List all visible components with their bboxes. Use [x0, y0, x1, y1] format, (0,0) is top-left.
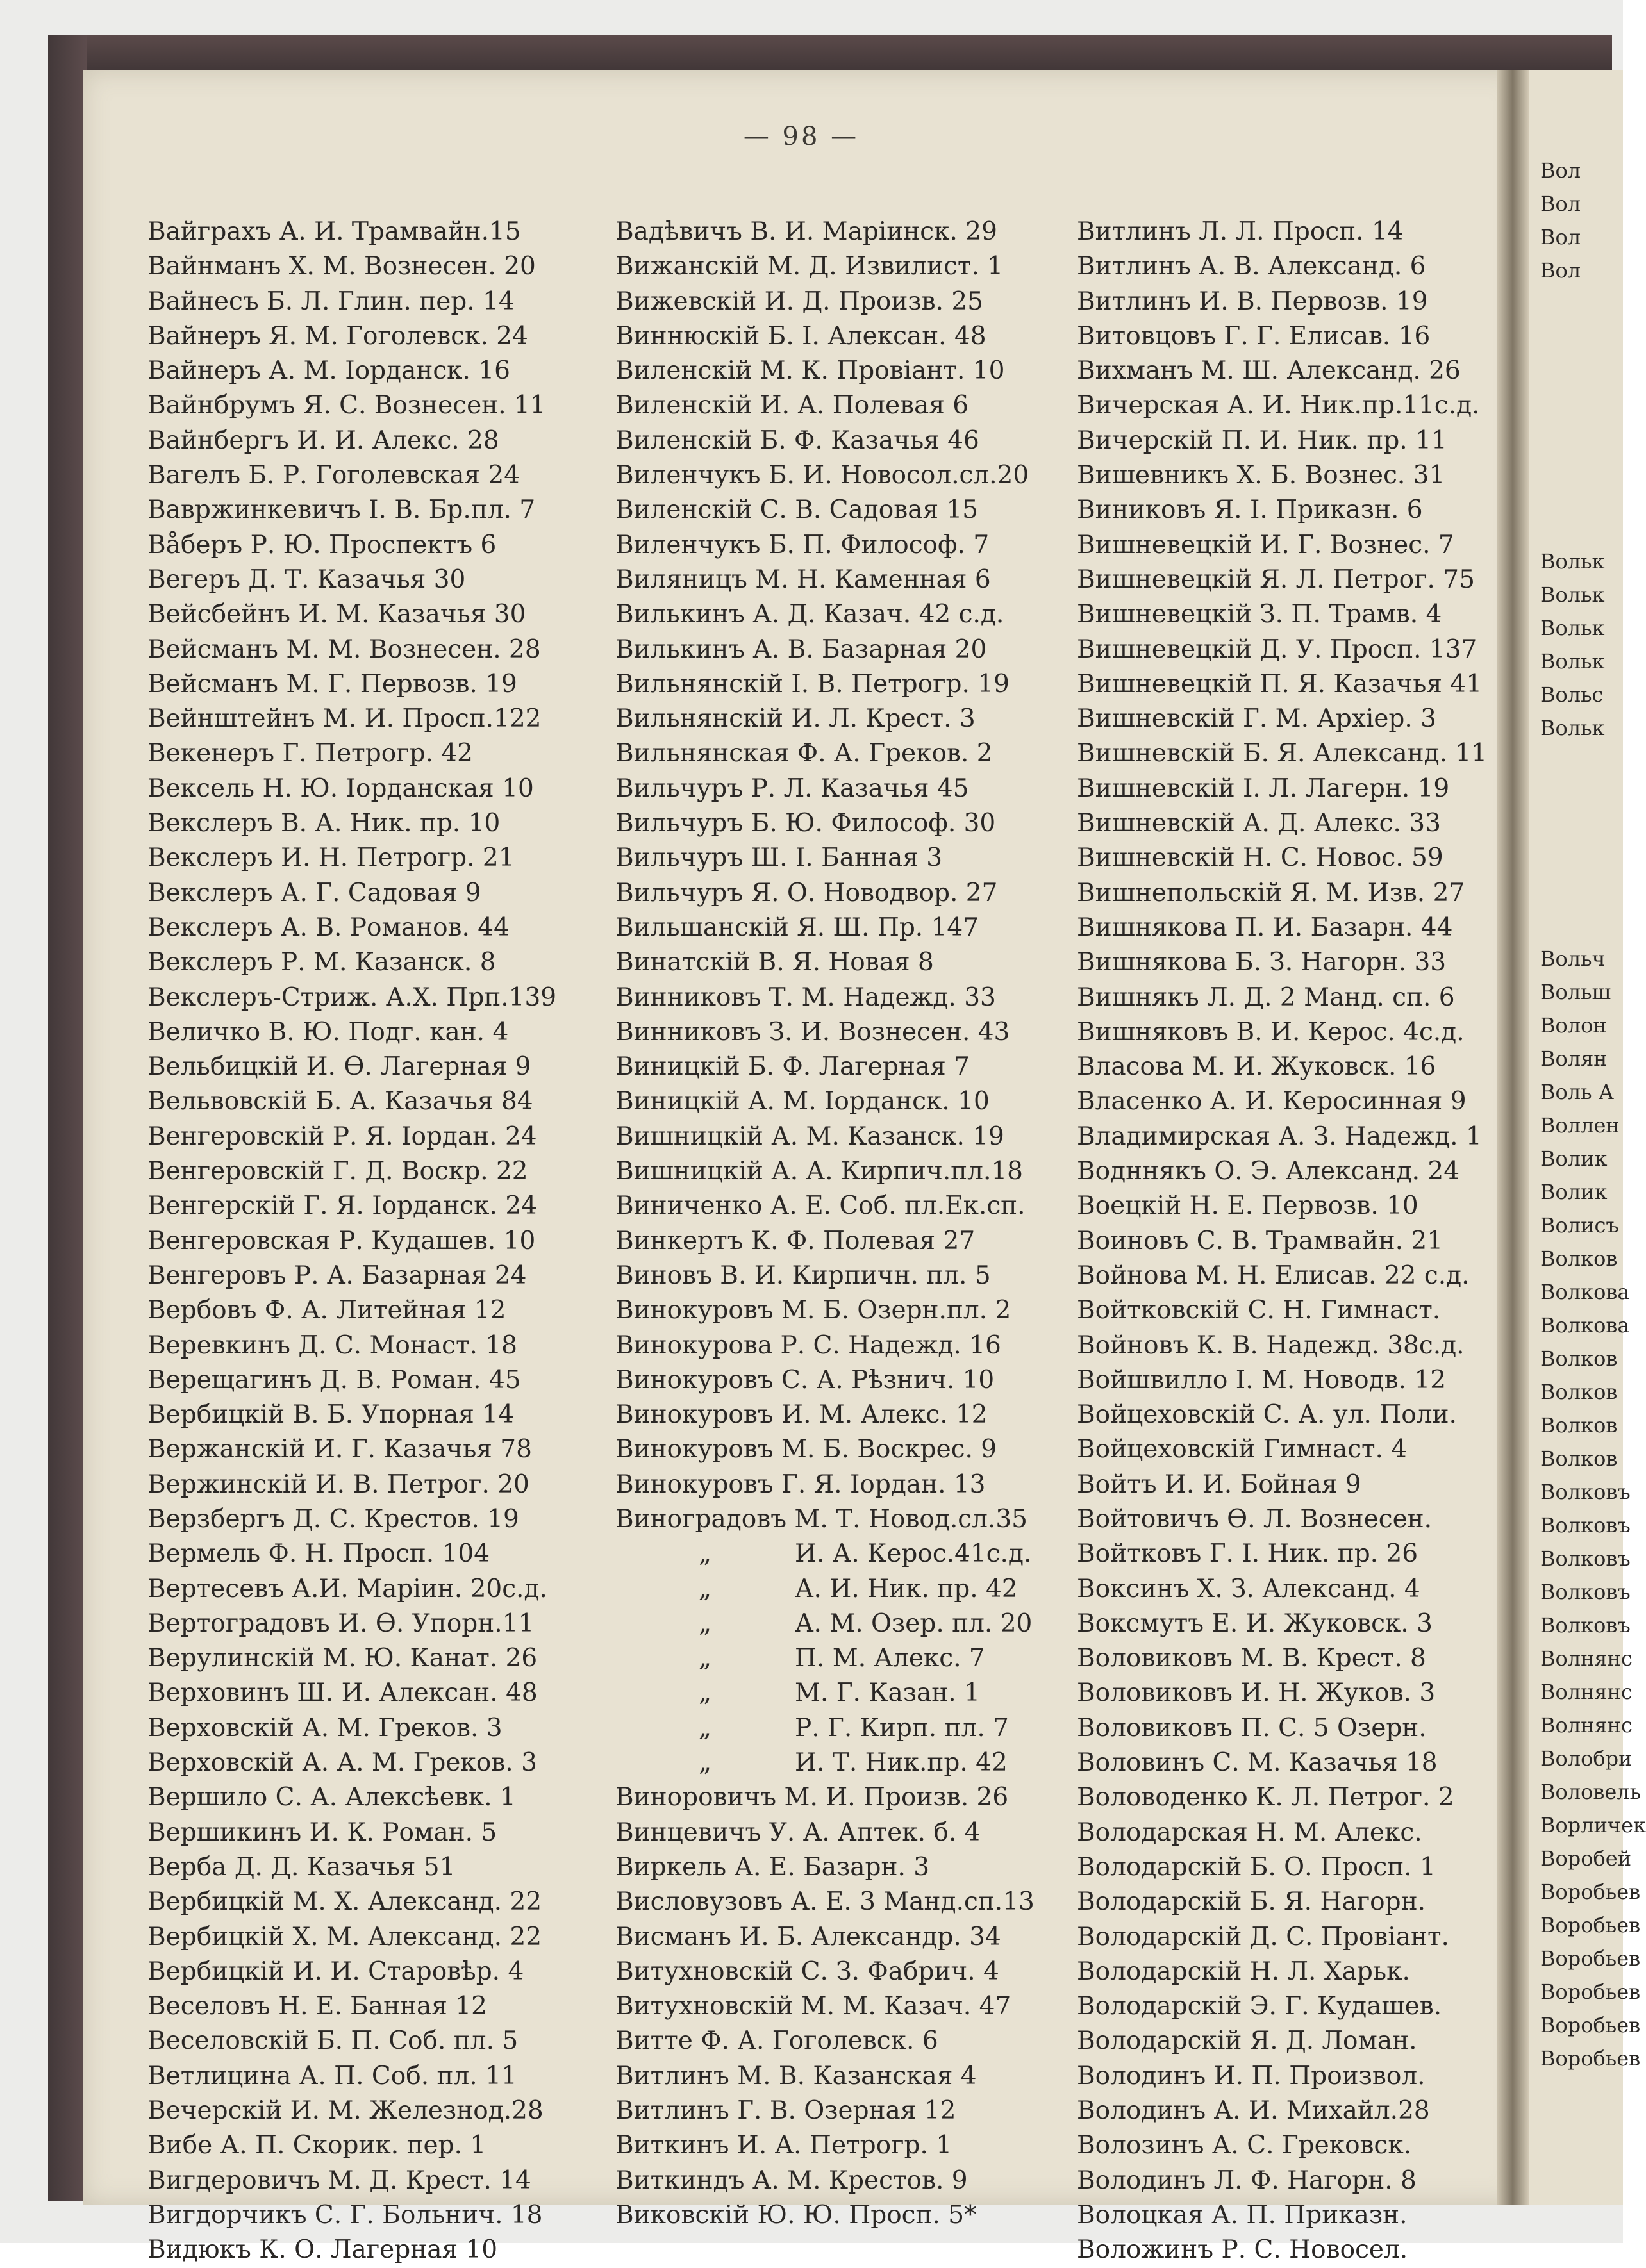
next-page-fragment: Вольч — [1540, 947, 1606, 971]
directory-entry: Володарскій Я. Д. Ломан. — [1077, 2026, 1417, 2056]
directory-entry: Вишневскій Н. С. Новос. 59 — [1077, 843, 1443, 873]
directory-entry: Виновъ В. И. Кирпичн. пл. 5 — [615, 1261, 991, 1290]
next-page-fragment: Воробьев — [1540, 1946, 1641, 1971]
directory-entry: „ И. Т. Ник.пр. 42 — [615, 1746, 1102, 1780]
directory-entry: Витлинъ Л. Л. Просп. 14 — [1077, 217, 1404, 246]
next-page-fragment: Вольс — [1540, 683, 1604, 707]
directory-entry: Вексель Н. Ю. Іорданская 10 — [147, 774, 534, 803]
directory-entry: Венгеровскій Г. Д. Воскр. 22 — [147, 1157, 528, 1186]
next-page-fragment: Волян — [1540, 1047, 1608, 1071]
directory-entry: Войтковскій С. Н. Гимнаст. — [1077, 1296, 1441, 1325]
directory-entry: Висловузовъ А. Е. 3 Манд.сп.13 — [615, 1887, 1035, 1917]
directory-entry: Витухновскій С. З. Фабрич. 4 — [615, 1957, 999, 1986]
book-binding-left — [48, 35, 87, 2201]
directory-entry: Вишнякова Б. З. Нагорн. 33 — [1077, 948, 1447, 977]
directory-entry: Винатскій В. Я. Новая 8 — [615, 948, 934, 977]
directory-entry: Винокуровъ И. М. Алекс. 12 — [615, 1400, 988, 1430]
directory-entry: Верба Д. Д. Казачья 51 — [147, 1852, 456, 1882]
directory-entry: Веревкинъ Д. С. Монаст. 18 — [147, 1330, 517, 1360]
directory-entry: Витлинъ Г. В. Озерная 12 — [615, 2096, 956, 2126]
page-number: — 98 — — [743, 122, 860, 151]
directory-entry: Витухновскій М. М. Казач. 47 — [615, 1992, 1011, 2021]
directory-entry: Вильчуръ Р. Л. Казачья 45 — [615, 774, 969, 803]
directory-entry: Верулинскій М. Ю. Канат. 26 — [147, 1644, 538, 1673]
next-page-fragment: Волков — [1540, 1246, 1618, 1271]
directory-entry: Вейсманъ М. М. Вознесен. 28 — [147, 634, 541, 664]
directory-entry: Вишневскій А. Д. Алекс. 33 — [1077, 809, 1441, 838]
next-page-fragment: Волков — [1540, 1413, 1618, 1437]
directory-entry: Вишневецкій Я. Л. Петрог. 75 — [1077, 565, 1475, 594]
directory-entry: Волоцкая А. П. Приказн. — [1077, 2200, 1408, 2230]
ditto-mark: „ — [698, 1609, 712, 1638]
directory-entry: Венгеровъ Р. А. Базарная 24 — [147, 1261, 527, 1290]
directory-entry: Войцеховскій Гимнаст. 4 — [1077, 1435, 1408, 1464]
directory-entry: Войнова М. Н. Елисав. 22 с.д. — [1077, 1261, 1470, 1290]
directory-entry: Вертоградовъ И. Ө. Упорн.11 — [147, 1609, 535, 1638]
directory-entry: Вигдорчикъ С. Г. Больнич. 18 — [147, 2200, 543, 2230]
directory-entry: Вишневецкій И. Г. Вознес. 7 — [1077, 530, 1454, 559]
next-page-fragment: Воробьев — [1540, 1980, 1641, 2004]
next-page-fragment: Волковъ — [1540, 1580, 1631, 1604]
directory-entry: Войтковъ Г. І. Ник. пр. 26 — [1077, 1539, 1418, 1569]
directory-entry: Володарская Н. М. Алекс. — [1077, 1817, 1422, 1847]
next-page-fragment: Волкова — [1540, 1280, 1630, 1304]
directory-entry: „ Р. Г. Кирп. пл. 7 — [615, 1711, 1102, 1746]
directory-entry: Виленскій И. А. Полевая 6 — [615, 391, 969, 420]
directory-entry: Вершикинъ И. К. Роман. 5 — [147, 1817, 497, 1847]
directory-entry: Винниковъ З. И. Вознесен. 43 — [615, 1017, 1010, 1047]
directory-entry: Веселовъ Н. Е. Банная 12 — [147, 1992, 487, 2021]
directory-entry: Винокуровъ Г. Я. Іордан. 13 — [615, 1469, 986, 1499]
directory-entry: Виткинъ И. А. Петрогр. 1 — [615, 2131, 952, 2160]
directory-entry: Владимирская А. З. Надежд. 1 — [1077, 1122, 1482, 1151]
directory-entry: Витлинъ А. В. Александ. 6 — [1077, 252, 1426, 281]
directory-entry: „ И. А. Керос.41с.д. — [615, 1537, 1102, 1571]
directory-entry: Винокуровъ М. Б. Воскрес. 9 — [615, 1435, 997, 1464]
next-page-fragment: Волисъ — [1540, 1213, 1619, 1237]
next-page-fragment: Волковъ — [1540, 1546, 1631, 1571]
directory-entry: Вильнянскій И. Л. Крест. 3 — [615, 704, 976, 734]
directory-entry: Вилькинъ А. В. Базарная 20 — [615, 634, 987, 664]
next-page-fragment: Ворличек — [1540, 1813, 1646, 1837]
directory-entry: Векслеръ-Стриж. А.Х. Прп.139 — [147, 982, 557, 1012]
next-page-fragment: Воль А — [1540, 1080, 1614, 1104]
next-page-fragment: Воробьев — [1540, 1880, 1641, 1904]
directory-entry: Вишевникъ Х. Б. Вознес. 31 — [1077, 461, 1445, 490]
directory-entry: Винкертъ К. Ф. Полевая 27 — [615, 1226, 976, 1255]
directory-entry: Володарскій Э. Г. Кудашев. — [1077, 1992, 1442, 2021]
directory-entry: Винокуровъ М. Б. Озерн.пл. 2 — [615, 1296, 1011, 1325]
directory-entry: Вержинскій И. В. Петрог. 20 — [147, 1469, 529, 1499]
directory-entry: Вильчуръ Б. Ю. Философ. 30 — [615, 809, 996, 838]
next-page-fragment: Волик — [1540, 1146, 1608, 1171]
directory-entry: Вадѣвичъ В. И. Маріинск. 29 — [615, 217, 997, 246]
ditto-mark: „ — [698, 1678, 712, 1708]
directory-entry: Виткиндъ А. М. Крестов. 9 — [615, 2165, 968, 2195]
directory-entry: Володинъ А. И. Михайл.28 — [1077, 2096, 1430, 2126]
directory-entry: Виркель А. Е. Базарн. 3 — [615, 1852, 930, 1882]
directory-entry: Войновъ К. В. Надежд. 38с.д. — [1077, 1330, 1465, 1360]
ditto-mark: „ — [698, 1713, 712, 1742]
ditto-mark: „ — [698, 1539, 712, 1569]
directory-entry: Воловоденко К. Л. Петрог. 2 — [1077, 1783, 1454, 1812]
directory-entry: Власенко А. И. Керосинная 9 — [1077, 1087, 1467, 1116]
directory-entry: Вичерская А. И. Ник.пр.11с.д. — [1077, 391, 1480, 420]
directory-entry: Верховскій А. М. Греков. 3 — [147, 1713, 503, 1742]
next-page-fragment: Волнянс — [1540, 1713, 1633, 1737]
directory-entry: Верзбергъ Д. С. Крестов. 19 — [147, 1504, 519, 1534]
directory-entry: Виницкій А. М. Іорданск. 10 — [615, 1087, 990, 1116]
directory-entry: Вишнякъ Л. Д. 2 Манд. сп. 6 — [1077, 982, 1455, 1012]
directory-entry: Векслеръ И. Н. Петрогр. 21 — [147, 843, 515, 873]
directory-entry: Верховинъ Ш. И. Алексан. 48 — [147, 1678, 538, 1708]
directory-entry: Вербовъ Ф. А. Литейная 12 — [147, 1296, 506, 1325]
directory-entry: Величко В. Ю. Подг. кан. 4 — [147, 1017, 509, 1047]
directory-entry: Войшвилло І. М. Новодв. 12 — [1077, 1365, 1447, 1395]
next-page-fragment: Вольк — [1540, 649, 1605, 674]
directory-entry: Вишнепольскій Я. М. Изв. 27 — [1077, 878, 1465, 907]
next-page-fragment: Волнянс — [1540, 1680, 1633, 1704]
directory-entry: Векслеръ А. Г. Садовая 9 — [147, 878, 481, 907]
directory-entry: Вельбицкій И. Ө. Лагерная 9 — [147, 1052, 531, 1082]
directory-entry: Володинъ Л. Ф. Нагорн. 8 — [1077, 2165, 1417, 2195]
next-page-fragment: Вольк — [1540, 583, 1605, 607]
directory-entry: „ М. Г. Казан. 1 — [615, 1676, 1102, 1710]
directory-entry: Вишневецкій Д. У. Просп. 137 — [1077, 634, 1477, 664]
directory-entry: Вагелъ Б. Р. Гоголевская 24 — [147, 461, 520, 490]
directory-entry: Вигдеровичъ М. Д. Крест. 14 — [147, 2165, 531, 2195]
next-page-fragment: Воллен — [1540, 1113, 1620, 1138]
directory-entry: Висманъ И. Б. Александр. 34 — [615, 1922, 1001, 1951]
directory-entry: Воецкій Н. Е. Первозв. 10 — [1077, 1191, 1418, 1221]
directory-page — [83, 70, 1519, 2265]
directory-entry: Ветлицина А. П. Соб. пл. 11 — [147, 2061, 517, 2090]
directory-entry: Вермель Ф. Н. Просп. 104 — [147, 1539, 490, 1569]
directory-entry: Вилькинъ А. Д. Казач. 42 с.д. — [615, 600, 1004, 629]
directory-entry: „ П. М. Алекс. 7 — [615, 1641, 1102, 1676]
directory-entry: Виляницъ М. Н. Каменная 6 — [615, 565, 991, 594]
directory-entry: Видюкъ К. О. Лагерная 10 — [147, 2235, 498, 2265]
directory-entry: Вершило С. А. Алексѣевк. 1 — [147, 1783, 516, 1812]
directory-entry: Володарскій Б. Я. Нагорн. — [1077, 1887, 1426, 1917]
directory-entry: Вильшанскій Я. Ш. Пр. 147 — [615, 913, 979, 942]
next-page-fragment: Вол — [1540, 258, 1581, 283]
directory-entry: Воксмутъ Е. И. Жуковск. 3 — [1077, 1609, 1433, 1638]
next-page-fragment: Вольк — [1540, 616, 1605, 640]
next-page-fragment: Волик — [1540, 1180, 1608, 1204]
directory-entry: Вижевскій И. Д. Произв. 25 — [615, 286, 984, 316]
directory-entry: Виннюскій Б. І. Алексан. 48 — [615, 321, 986, 351]
ditto-mark: „ — [698, 1574, 712, 1603]
directory-entry: Воложинъ Р. С. Новосел. — [1077, 2235, 1408, 2265]
directory-entry: Винокуровъ С. А. Рѣзнич. 10 — [615, 1365, 995, 1395]
directory-entry: Володарскій Д. С. Провіант. — [1077, 1922, 1449, 1951]
next-page-fragment: Волобри — [1540, 1746, 1633, 1771]
directory-entry: Вайнесъ Б. Л. Глин. пер. 14 — [147, 286, 515, 316]
directory-entry: Войцеховскій С. А. ул. Поли. — [1077, 1400, 1457, 1430]
directory-entry: Войтъ И. И. Бойная 9 — [1077, 1469, 1361, 1499]
directory-entry: Веселовскій Б. П. Соб. пл. 5 — [147, 2026, 519, 2056]
directory-entry: Витовцовъ Г. Г. Елисав. 16 — [1077, 321, 1431, 351]
directory-entry: Вечерскій И. М. Железнод.28 — [147, 2096, 544, 2126]
next-page-fragment: Воловель — [1540, 1780, 1642, 1804]
directory-entry: Володарскій Б. О. Просп. 1 — [1077, 1852, 1436, 1882]
directory-entry: Вержанскій И. Г. Казачья 78 — [147, 1435, 532, 1464]
next-page-fragment: Волков — [1540, 1446, 1618, 1471]
ditto-mark: „ — [698, 1748, 712, 1778]
next-page-fragment: Волнянс — [1540, 1646, 1633, 1671]
directory-entry: Виниковъ Я. І. Приказн. 6 — [1077, 495, 1423, 525]
directory-entry: Вербицкій В. Б. Упорная 14 — [147, 1400, 514, 1430]
directory-entry: Вишневецкій П. Я. Казачья 41 — [1077, 669, 1483, 699]
book-binding-top — [48, 35, 1612, 74]
directory-entry: Воловиковъ П. С. 5 Озерн. — [1077, 1713, 1427, 1742]
directory-entry: Виленскій М. К. Провіант. 10 — [615, 356, 1005, 386]
directory-entry: Вейнштейнъ М. И. Просп.122 — [147, 704, 542, 734]
directory-entry: Володарскій Н. Л. Харьк. — [1077, 1957, 1410, 1986]
directory-entry: Витте Ф. А. Гоголевск. 6 — [615, 2026, 938, 2056]
next-page-fragment: Воробьев — [1540, 2013, 1641, 2037]
directory-entry: Векенеръ Г. Петрогр. 42 — [147, 739, 473, 768]
directory-entry: Вишницкій А. А. Кирпич.пл.18 — [615, 1157, 1023, 1186]
directory-entry: Вишневскій І. Л. Лагерн. 19 — [1077, 774, 1450, 803]
directory-entry: Виницкій Б. Ф. Лагерная 7 — [615, 1052, 970, 1082]
directory-entry: Вайграхъ А. И. Трамвайн.15 — [147, 217, 521, 246]
directory-entry: Вишневскій Г. М. Архіер. 3 — [1077, 704, 1436, 734]
directory-entry: Воловиковъ И. Н. Жуков. 3 — [1077, 1678, 1436, 1708]
directory-entry: Векслеръ А. В. Романов. 44 — [147, 913, 510, 942]
directory-entry: Вильнянскій І. В. Петрогр. 19 — [615, 669, 1010, 699]
directory-entry: Вихманъ М. Ш. Александ. 26 — [1077, 356, 1461, 386]
directory-entry: Венгеровская Р. Кудашев. 10 — [147, 1226, 536, 1255]
page-gutter — [1497, 70, 1529, 2205]
directory-entry: Винниковъ Т. М. Надежд. 33 — [615, 982, 996, 1012]
directory-entry: Волозинъ А. С. Грековск. — [1077, 2131, 1412, 2160]
directory-entry: Вибе А. П. Скорик. пер. 1 — [147, 2131, 486, 2160]
next-page-fragment: Волковъ — [1540, 1613, 1631, 1637]
directory-entry: Водннякъ О. Э. Александ. 24 — [1077, 1157, 1460, 1186]
next-page-fragment: Волковъ — [1540, 1513, 1631, 1537]
directory-entry: Верещагинъ Д. В. Роман. 45 — [147, 1365, 521, 1395]
next-page-fragment: Вол — [1540, 192, 1581, 216]
ditto-mark: „ — [698, 1644, 712, 1673]
next-page-fragment: Вольк — [1540, 549, 1605, 574]
directory-entry: Вайнманъ Х. М. Вознесен. 20 — [147, 252, 536, 281]
directory-entry: Вельвовскій Б. А. Казачья 84 — [147, 1087, 533, 1116]
directory-entry: Володинъ И. П. Произвол. — [1077, 2061, 1426, 2090]
next-page-fragment: Вол — [1540, 225, 1581, 249]
directory-entry: Вижанскій М. Д. Извилист. 1 — [615, 252, 1004, 281]
directory-entry: Венгеровскій Р. Я. Іордан. 24 — [147, 1122, 537, 1151]
directory-entry: Винокурова Р. С. Надежд. 16 — [615, 1330, 1001, 1360]
next-page-fragment: Воробей — [1540, 1846, 1632, 1871]
directory-entry: „ А. И. Ник. пр. 42 — [615, 1572, 1102, 1607]
directory-entry: Вичерскій П. И. Ник. пр. 11 — [1077, 426, 1447, 455]
directory-entry: Вишневскій Б. Я. Александ. 11 — [1077, 739, 1488, 768]
directory-entry: Вербицкій Х. М. Александ. 22 — [147, 1922, 542, 1951]
directory-entry: Вишнякова П. И. Базарн. 44 — [1077, 913, 1453, 942]
directory-entry: Виковскій Ю. Ю. Просп. 5* — [615, 2200, 977, 2230]
directory-entry: Вильчуръ Ш. І. Банная 3 — [615, 843, 943, 873]
directory-entry: Вавржинкевичъ І. В. Бр.пл. 7 — [147, 495, 536, 525]
directory-entry: Вербицкій И. И. Старовѣр. 4 — [147, 1957, 524, 1986]
next-page-fragment: Вольш — [1540, 980, 1611, 1004]
directory-entry: Вайнбергъ И. И. Алекс. 28 — [147, 426, 499, 455]
column-2 — [615, 215, 1102, 2233]
directory-entry: Витлинъ М. В. Казанская 4 — [615, 2061, 977, 2090]
directory-entry: Виленчукъ Б. П. Философ. 7 — [615, 530, 990, 559]
directory-entry: Воловинъ С. М. Казачья 18 — [1077, 1748, 1438, 1778]
directory-entry: Вейсманъ М. Г. Первозв. 19 — [147, 669, 517, 699]
next-page-fragment: Вольк — [1540, 716, 1605, 740]
directory-entry: Вильчуръ Я. О. Новодвор. 27 — [615, 878, 998, 907]
directory-entry: Вейсбейнъ И. М. Казачья 30 — [147, 600, 526, 629]
directory-entry: Вайнбрумъ Я. С. Вознесен. 11 — [147, 391, 546, 420]
directory-entry: Винцевичъ У. А. Аптек. б. 4 — [615, 1817, 981, 1847]
next-page-fragment: Волкова — [1540, 1313, 1630, 1337]
directory-entry: Виленскій С. В. Садовая 15 — [615, 495, 979, 525]
directory-entry: Вегеръ Д. Т. Казачья 30 — [147, 565, 466, 594]
directory-entry: Воловиковъ М. В. Крест. 8 — [1077, 1644, 1426, 1673]
directory-entry: Виленскій Б. Ф. Казачья 46 — [615, 426, 979, 455]
directory-entry: Векслеръ Р. М. Казанск. 8 — [147, 948, 496, 977]
next-page-edge — [1529, 70, 1646, 2205]
directory-entry: Вертесевъ А.И. Маріин. 20с.д. — [147, 1574, 547, 1603]
column-3 — [1077, 215, 1564, 2268]
directory-entry: Вильнянская Ф. А. Греков. 2 — [615, 739, 993, 768]
directory-entry: Власова М. И. Жуковск. 16 — [1077, 1052, 1436, 1082]
directory-entry: Войтовичъ Ө. Л. Вознесен. — [1077, 1504, 1433, 1534]
directory-entry: Вербицкій М. Х. Александ. 22 — [147, 1887, 542, 1917]
next-page-fragment: Волков — [1540, 1380, 1618, 1404]
directory-entry: Вайнеръ Я. М. Гоголевск. 24 — [147, 321, 528, 351]
directory-entry: Вишневецкій З. П. Трамв. 4 — [1077, 600, 1442, 629]
directory-entry: Виленчукъ Б. И. Новосол.сл.20 — [615, 461, 1029, 490]
next-page-fragment: Волон — [1540, 1013, 1607, 1038]
directory-entry: Воиновъ С. В. Трамвайн. 21 — [1077, 1226, 1443, 1255]
directory-entry: Векслеръ В. А. Ник. пр. 10 — [147, 809, 501, 838]
directory-entry: Витлинъ И. В. Первозв. 19 — [1077, 286, 1428, 316]
next-page-fragment: Воробьев — [1540, 1913, 1641, 1937]
next-page-fragment: Волковъ — [1540, 1480, 1631, 1504]
directory-entry: Венгерскій Г. Я. Іорданск. 24 — [147, 1191, 537, 1221]
directory-entry: Виноровичъ М. И. Произв. 26 — [615, 1783, 1009, 1812]
directory-entry: Верховскій А. А. М. Греков. 3 — [147, 1748, 537, 1778]
directory-entry: Вишняковъ В. И. Керос. 4с.д. — [1077, 1017, 1465, 1047]
directory-entry: Виноградовъ М. Т. Новод.сл.35 — [615, 1504, 1027, 1534]
directory-entry: Вайнеръ А. М. Іорданск. 16 — [147, 356, 510, 386]
next-page-fragment: Волков — [1540, 1346, 1618, 1371]
directory-entry: Виниченко А. Е. Соб. пл.Ек.сп. — [615, 1191, 1026, 1221]
directory-entry: „ А. М. Озер. пл. 20 — [615, 1607, 1102, 1641]
next-page-fragment: Вол — [1540, 158, 1581, 183]
directory-entry: Вишницкій А. М. Казанск. 19 — [615, 1122, 1004, 1151]
directory-entry: Вåберъ Р. Ю. Проспектъ 6 — [147, 530, 497, 559]
directory-entry: Воксинъ Х. З. Александ. 4 — [1077, 1574, 1420, 1603]
next-page-fragment: Воробьев — [1540, 2046, 1641, 2071]
